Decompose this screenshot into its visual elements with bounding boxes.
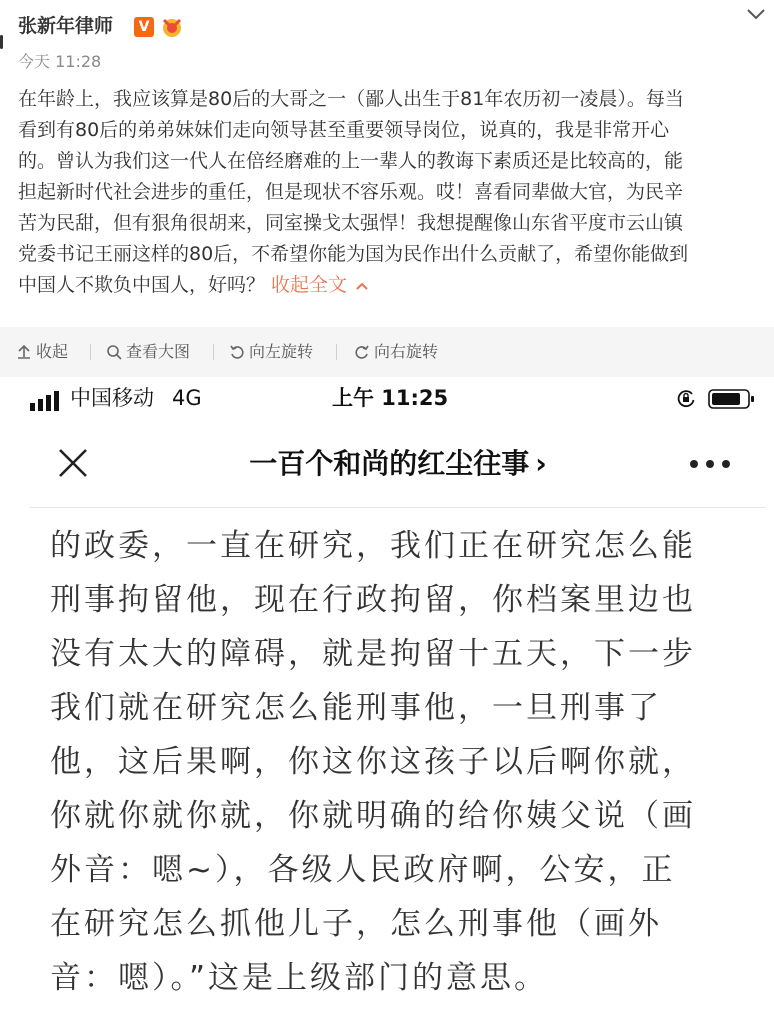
toolbar-divider bbox=[336, 344, 337, 360]
article-line: 的政委，一直在研究，我们正在研究怎么能 bbox=[50, 528, 696, 564]
author-name[interactable]: 张新年律师 bbox=[18, 15, 114, 37]
rotate-left-label[interactable]: 向左旋转 bbox=[249, 342, 314, 361]
toolbar-divider bbox=[213, 344, 214, 360]
network-type: 4G bbox=[172, 386, 202, 410]
post-line: 的。曾认为我们这一代人在倍经磨难的上一辈人的教诲下素质还是比较高的，能 bbox=[18, 150, 684, 172]
article-line: 音：嗯）。”这是上级部门的意思。 bbox=[50, 960, 549, 996]
view-large-image-button[interactable] bbox=[106, 340, 190, 364]
verified-badge-icon bbox=[134, 17, 154, 37]
phone-status-bar bbox=[30, 377, 766, 422]
chevron-down-icon[interactable] bbox=[744, 6, 768, 22]
chevron-up-icon[interactable] bbox=[355, 281, 369, 291]
chevron-right-icon[interactable]: › bbox=[535, 447, 547, 480]
article-line: 外音：嗯~），各级人民政府啊，公安，正 bbox=[50, 852, 676, 888]
vip-badge-label: V bbox=[138, 19, 150, 35]
rotate-left-button[interactable] bbox=[229, 340, 313, 364]
toolbar-divider bbox=[90, 344, 91, 360]
search-icon bbox=[106, 344, 122, 360]
article-line: 我们就在研究怎么能刑事他，一旦刑事了 bbox=[50, 690, 662, 726]
article-line: 刑事拘留他，现在行政拘留，你档案里边也 bbox=[50, 582, 696, 618]
article-line: 没有太大的障碍，就是拘留十五天，下一步 bbox=[50, 636, 696, 672]
article-line: 你就你就你就，你就明确的给你姨父说（画 bbox=[50, 798, 696, 834]
medal-icon bbox=[160, 16, 184, 38]
rotate-right-icon bbox=[354, 344, 370, 360]
collapse-image-button[interactable] bbox=[16, 340, 68, 364]
post-line: 党委书记王丽这样的80后，不希望你能为国为民作出什么贡献了，希望你能做到 bbox=[18, 243, 689, 265]
post-line-text: 中国人不欺负中国人，好吗？ bbox=[18, 274, 266, 296]
battery-icon bbox=[708, 389, 756, 409]
carrier-info bbox=[70, 385, 202, 411]
article-line: 在研究怎么抓他儿子，怎么刑事他（画外 bbox=[50, 906, 662, 942]
arrow-up-icon bbox=[16, 344, 32, 360]
post-line: 在年龄上，我应该算是80后的大哥之一（鄙人出生于81年农历初一凌晨）。每当 bbox=[18, 88, 684, 110]
article-source-name[interactable]: 一百个和尚的红尘往事 bbox=[249, 447, 530, 480]
post-line: 苦为民甜，但有狠角很胡来，同室操戈太强悍！我想提醒像山东省平度市云山镇 bbox=[18, 212, 684, 234]
post-line: 担起新时代社会进步的重任，但是现状不容乐观。哎！喜看同辈做大官，为民辛 bbox=[18, 181, 684, 203]
post-time: 今天 11:28 bbox=[18, 52, 102, 71]
carrier-name: 中国移动 bbox=[70, 386, 154, 410]
article-text bbox=[50, 519, 750, 1005]
post-body bbox=[18, 84, 758, 301]
rotate-right-button[interactable] bbox=[354, 340, 438, 364]
view-large-image-label[interactable]: 查看大图 bbox=[126, 342, 191, 361]
phone-clock: 上午 11:25 bbox=[332, 386, 449, 410]
rotate-right-label[interactable]: 向右旋转 bbox=[374, 342, 439, 361]
collapse-full-text-link[interactable] bbox=[271, 274, 369, 296]
more-icon[interactable] bbox=[688, 458, 732, 470]
image-toolbar bbox=[0, 327, 774, 377]
rotate-left-icon bbox=[229, 344, 245, 360]
post-line: 看到有80后的弟弟妹妹们走向领导甚至重要领导岗位，说真的，我是非常开心 bbox=[18, 119, 670, 141]
phone-nav-bar bbox=[30, 422, 766, 508]
article-line: 他，这后果啊，你这你这孩子以后啊你就， bbox=[50, 744, 696, 780]
collapse-image-label[interactable]: 收起 bbox=[36, 342, 69, 361]
article-source-title[interactable] bbox=[30, 444, 766, 484]
attached-screenshot-image[interactable] bbox=[30, 377, 766, 1025]
signal-icon bbox=[30, 389, 64, 411]
edge-indicator bbox=[0, 35, 3, 49]
collapse-full-text-label[interactable]: 收起全文 bbox=[271, 274, 348, 296]
post-header bbox=[0, 0, 774, 80]
rotation-lock-icon bbox=[676, 388, 696, 408]
post-last-line bbox=[18, 270, 758, 301]
